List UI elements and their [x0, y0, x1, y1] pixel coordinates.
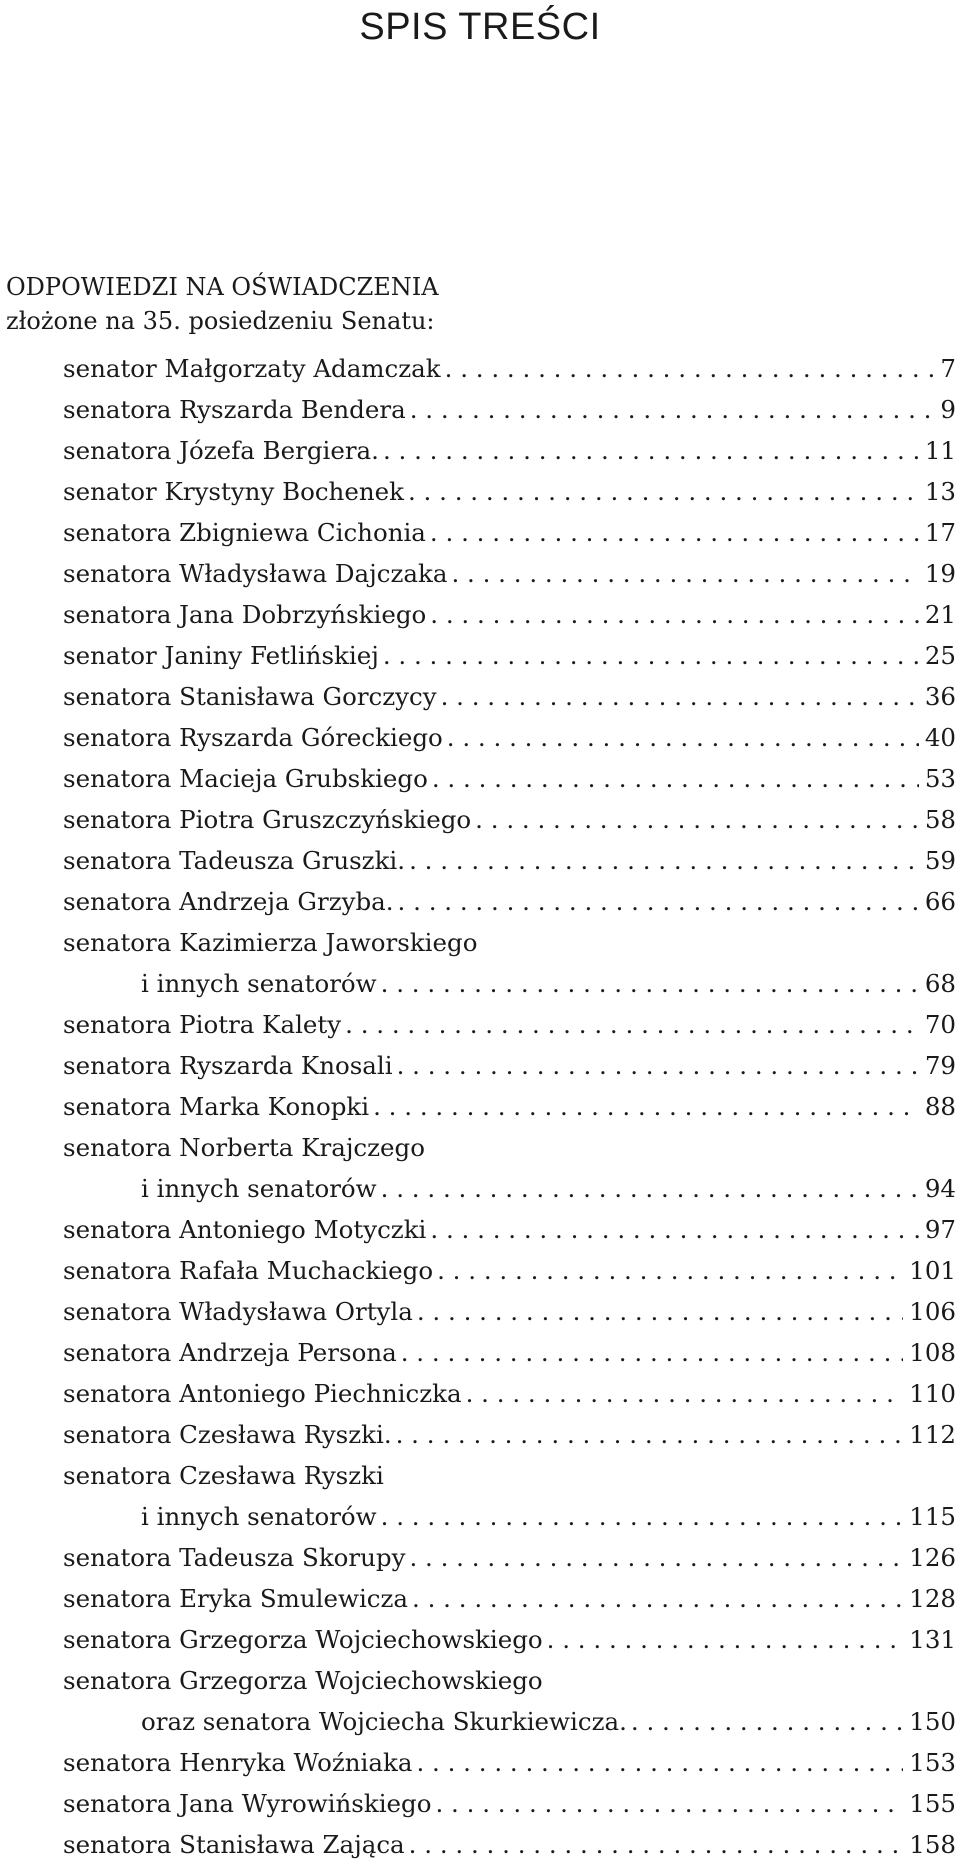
- toc-entry-page: 108: [909, 1338, 956, 1367]
- toc-entry-label: senatora Macieja Grubskiego: [63, 764, 428, 793]
- toc-entry-page: 40: [924, 723, 956, 752]
- toc-entry[interactable]: [6, 881, 956, 922]
- toc-entry-label: senator Krystyny Bochenek: [63, 477, 404, 506]
- toc-entry-page: 126: [909, 1543, 956, 1572]
- toc-entry[interactable]: [6, 635, 956, 676]
- toc-entry-page: 106: [909, 1297, 956, 1326]
- toc-entry-label: senatora Kazimierza Jaworskiego: [63, 928, 478, 957]
- toc-entry-label: senatora Stanisława Gorczycy: [63, 682, 437, 711]
- toc-entry-label: senatora Jana Dobrzyńskiego: [63, 600, 427, 629]
- toc-entry[interactable]: [6, 1004, 956, 1045]
- dot-leader: [471, 799, 919, 840]
- toc-entry-label: senatora Ryszarda Góreckiego: [63, 723, 443, 752]
- toc-entry-label: senatora Tadeusza Skorupy: [63, 1543, 406, 1572]
- toc-entry-page: 88: [924, 1092, 956, 1121]
- dot-leader: [443, 717, 919, 758]
- toc-entry[interactable]: [6, 1373, 956, 1414]
- dot-leader: [433, 1250, 903, 1291]
- toc-entry[interactable]: [6, 1332, 956, 1373]
- dot-leader: [394, 881, 919, 922]
- toc-entry-label: senatora Andrzeja Grzyba.: [63, 887, 394, 916]
- toc-entry-first-line[interactable]: [6, 1127, 956, 1168]
- toc-entry-page: 11: [924, 436, 956, 465]
- dot-leader: [377, 1496, 904, 1537]
- toc-entry-label: senatora Grzegorza Wojciechowskiego: [63, 1625, 543, 1654]
- toc-entry-page: 70: [924, 1010, 956, 1039]
- dot-leader: [377, 963, 919, 1004]
- toc-entry[interactable]: [6, 1537, 956, 1578]
- section-heading-line-2: złożone na 35. posiedzeniu Senatu:: [6, 307, 435, 335]
- toc-entry[interactable]: [6, 676, 956, 717]
- toc-entry-page: 150: [909, 1707, 956, 1736]
- toc-entry[interactable]: [6, 1250, 956, 1291]
- toc-entry[interactable]: [6, 1414, 956, 1455]
- toc-entry[interactable]: [6, 348, 956, 389]
- dot-leader: [437, 676, 919, 717]
- toc-entry[interactable]: [6, 1619, 956, 1660]
- toc-entry-label: senatora Rafała Muchackiego: [63, 1256, 434, 1285]
- dot-leader: [543, 1619, 904, 1660]
- toc-entry[interactable]: [6, 1742, 956, 1783]
- dot-leader: [431, 1783, 903, 1824]
- section-heading-line-1: ODPOWIEDZI NA OŚWIADCZENIA: [6, 273, 439, 301]
- toc-entry-page: 66: [924, 887, 956, 916]
- toc-section: [6, 270, 956, 1865]
- dot-leader: [397, 1332, 904, 1373]
- page-title: SPIS TREŚCI: [359, 6, 601, 48]
- toc-entry-label: i innych senatorów: [141, 1502, 377, 1531]
- dot-leader: [413, 1291, 903, 1332]
- toc-entry[interactable]: [6, 471, 956, 512]
- dot-leader: [369, 1086, 919, 1127]
- toc-entry-label: senatora Piotra Gruszczyńskiego: [63, 805, 472, 834]
- toc-entry-first-line[interactable]: [6, 1455, 956, 1496]
- toc-entry-page: 36: [924, 682, 956, 711]
- dot-leader: [406, 389, 935, 430]
- toc-entry-label: senatora Henryka Woźniaka: [63, 1748, 413, 1777]
- toc-entry-label: senatora Norberta Krajczego: [63, 1133, 425, 1162]
- toc-entry-page: 101: [909, 1256, 956, 1285]
- toc-entry-label: senatora Piotra Kalety: [63, 1010, 342, 1039]
- toc-entry-page: 53: [924, 764, 956, 793]
- dot-leader: [408, 1578, 903, 1619]
- toc-entry[interactable]: [6, 1824, 956, 1865]
- toc-entry-label: senatora Antoniego Motyczki: [63, 1215, 427, 1244]
- toc-entry[interactable]: [6, 553, 956, 594]
- dot-leader: [392, 1414, 904, 1455]
- toc-entry[interactable]: [6, 799, 956, 840]
- dot-leader: [405, 1537, 903, 1578]
- dot-leader: [393, 1045, 919, 1086]
- toc-entry-label: senatora Władysława Dajczaka: [63, 559, 448, 588]
- section-heading: [6, 270, 956, 338]
- toc-entry[interactable]: [6, 1086, 956, 1127]
- dot-leader: [428, 758, 919, 799]
- toc-entry-page: 7: [940, 354, 956, 383]
- toc-entry-page: 13: [924, 477, 956, 506]
- dot-leader: [412, 1742, 903, 1783]
- toc-entry-page: 59: [924, 846, 956, 875]
- toc-entry-label: senatora Czesława Ryszki: [63, 1461, 384, 1490]
- toc-entry-label: senatora Czesława Ryszki.: [63, 1420, 392, 1449]
- toc-entry-label: senator Małgorzaty Adamczak: [63, 354, 441, 383]
- dot-leader: [462, 1373, 904, 1414]
- toc-entry-label: senatora Marka Konopki: [63, 1092, 370, 1121]
- toc-entry-page: 25: [924, 641, 956, 670]
- dot-leader: [405, 840, 919, 881]
- toc-entry-label: senatora Grzegorza Wojciechowskiego: [63, 1666, 543, 1695]
- toc-entry-label: senatora Jana Wyrowińskiego: [63, 1789, 432, 1818]
- toc-entry-label: senatora Józefa Bergiera.: [63, 436, 379, 465]
- dot-leader: [627, 1701, 903, 1742]
- toc-entry-page: 17: [924, 518, 956, 547]
- toc-entry[interactable]: [6, 1209, 956, 1250]
- dot-leader: [447, 553, 918, 594]
- toc-entry-label: senatora Andrzeja Persona: [63, 1338, 397, 1367]
- toc-entry-label: senatora Eryka Smulewicza: [63, 1584, 409, 1613]
- toc-entry[interactable]: [6, 717, 956, 758]
- toc-entry-continuation[interactable]: [6, 1701, 956, 1742]
- toc-entry[interactable]: [6, 1783, 956, 1824]
- toc-entry-label: senatora Władysława Ortyla: [63, 1297, 413, 1326]
- toc-entry[interactable]: [6, 512, 956, 553]
- toc-entry[interactable]: [6, 1291, 956, 1332]
- toc-entry-label: senatora Stanisława Zająca: [63, 1830, 405, 1859]
- dot-leader: [441, 348, 935, 389]
- dot-leader: [426, 512, 919, 553]
- toc-entry-page: 155: [909, 1789, 956, 1818]
- toc-entry[interactable]: [6, 1045, 956, 1086]
- toc-entry-page: 19: [924, 559, 956, 588]
- toc-entry-first-line[interactable]: [6, 1660, 956, 1701]
- dot-leader: [405, 1824, 904, 1865]
- toc-entry-label: senatora Antoniego Piechniczka: [63, 1379, 462, 1408]
- toc-entry-page: 115: [909, 1502, 956, 1531]
- toc-entry-page: 158: [909, 1830, 956, 1859]
- toc-entry-label: senatora Zbigniewa Cichonia: [63, 518, 426, 547]
- dot-leader: [377, 1168, 919, 1209]
- toc-entry-page: 153: [909, 1748, 956, 1777]
- dot-leader: [426, 594, 919, 635]
- dot-leader: [404, 471, 919, 512]
- toc-entry-page: 94: [924, 1174, 956, 1203]
- toc-entry-page: 112: [909, 1420, 956, 1449]
- toc-entry-continuation[interactable]: [6, 1168, 956, 1209]
- toc-entry-page: 97: [924, 1215, 956, 1244]
- dot-leader: [379, 430, 919, 471]
- toc-entry[interactable]: [6, 430, 956, 471]
- toc-entry[interactable]: [6, 389, 956, 430]
- dot-leader: [426, 1209, 918, 1250]
- toc-entry-label: i innych senatorów: [141, 1174, 377, 1203]
- toc-entry-page: 110: [909, 1379, 956, 1408]
- dot-leader: [341, 1004, 919, 1045]
- toc-entry-page: 58: [924, 805, 956, 834]
- toc-entry-list: [6, 348, 956, 1865]
- toc-entry[interactable]: [6, 840, 956, 881]
- toc-entry-label: i innych senatorów: [141, 969, 377, 998]
- toc-entry-page: 128: [909, 1584, 956, 1613]
- toc-entry-label: senator Janiny Fetlińskiej: [63, 641, 379, 670]
- toc-entry-page: 131: [909, 1625, 956, 1654]
- toc-entry-label: oraz senatora Wojciecha Skurkiewicza.: [141, 1707, 627, 1736]
- toc-entry-label: senatora Ryszarda Bendera: [63, 395, 406, 424]
- toc-entry-page: 79: [924, 1051, 956, 1080]
- toc-entry-first-line[interactable]: [6, 922, 956, 963]
- toc-entry-continuation[interactable]: [6, 1496, 956, 1537]
- dot-leader: [379, 635, 919, 676]
- toc-entry-page: 68: [924, 969, 956, 998]
- toc-entry[interactable]: [6, 1578, 956, 1619]
- toc-entry-page: 9: [940, 395, 956, 424]
- toc-entry-continuation[interactable]: [6, 963, 956, 1004]
- toc-entry-label: senatora Tadeusza Gruszki.: [63, 846, 406, 875]
- toc-entry-page: 21: [924, 600, 956, 629]
- toc-entry[interactable]: [6, 594, 956, 635]
- toc-entry[interactable]: [6, 758, 956, 799]
- toc-entry-label: senatora Ryszarda Knosali: [63, 1051, 393, 1080]
